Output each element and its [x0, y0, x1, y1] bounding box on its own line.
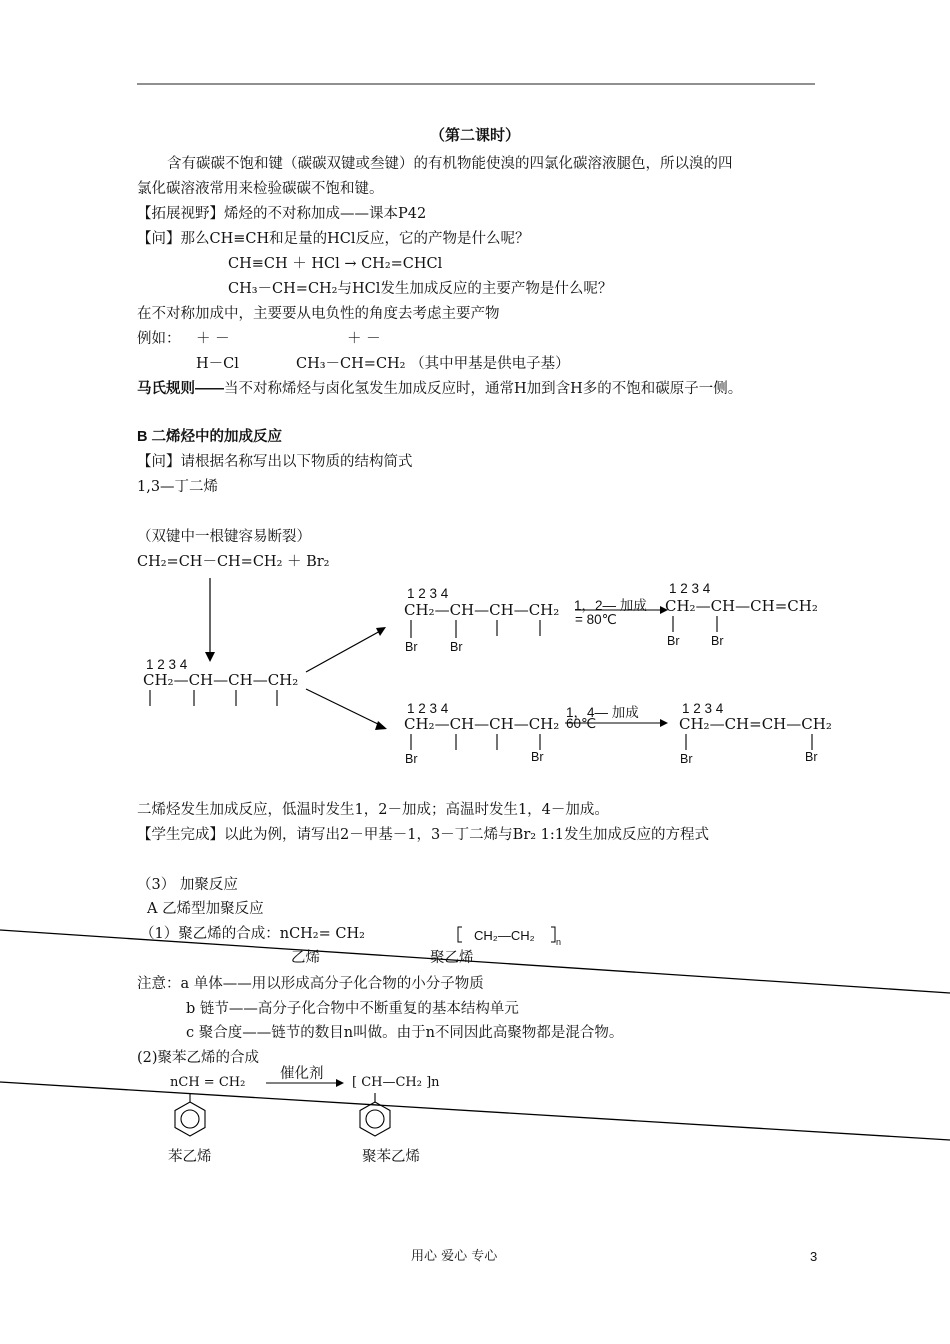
middle-c4: CH₂ — [267, 671, 299, 689]
paragraph-2: 在不对称加成中，主要要从电负性的角度去考虑主要产物 — [137, 306, 500, 322]
lower-left-position-labels: 1 2 3 4 — [407, 701, 449, 716]
middle-c1: CH₂ — [143, 671, 174, 689]
middle-c2: CH — [188, 671, 214, 689]
middle-bonds — [150, 690, 277, 706]
upper-right-chain: CH₂—CH—CH=CH₂ — [665, 597, 818, 615]
note-degree: c 聚合度——链节的数目n叫做。由于n不同因此高聚物都是混合物。 — [186, 1025, 624, 1041]
ul-c1: CH₂ — [404, 601, 435, 619]
footer-motto: 用心 爱心 专心 — [411, 1249, 498, 1264]
lr-br-4: Br — [805, 750, 818, 764]
paragraph-1-line-1: 含有碳碳不饱和键（碳碳双键或叁键）的有机物能使溴的四氯化碳溶液腿色，所以溴的四 — [167, 156, 733, 172]
upper-left-position-labels: 1 2 3 4 — [407, 586, 449, 601]
styrene-ring-icon — [175, 1093, 205, 1136]
markovnikov-rule — [137, 380, 742, 398]
polystyrene-label: 聚苯乙烯 — [362, 1149, 420, 1165]
lower-left-bonds — [411, 734, 540, 750]
ll-c2: CH — [449, 715, 475, 733]
ul-br-1: Br — [405, 640, 418, 654]
lr-c4: CH₂ — [801, 715, 832, 733]
polystyrene-repeat-unit: [ CH—CH₂ ]n — [352, 1075, 440, 1090]
styrene-label: 苯乙烯 — [168, 1149, 212, 1165]
section-b-heading: B 二烯烃中的加成反应 — [137, 429, 282, 445]
ur-c2: CH — [710, 597, 736, 615]
ll-br-4: Br — [531, 750, 544, 764]
ll-br-1: Br — [405, 752, 418, 766]
note-monomer: 注意：a 单体——用以形成高分子化合物的小分子物质 — [137, 976, 484, 992]
middle-chain: CH₂—CH—CH—CH₂ — [143, 671, 299, 689]
butadiene-name: 1,3—丁二烯 — [137, 479, 219, 495]
condition-12-addition: 1，2— 加成 — [574, 598, 647, 613]
note-chain-unit: b 链节——高分子化合物中不断重复的基本结构单元 — [186, 1001, 519, 1017]
equation-propene-question: CH₃－CH=CH₂与HCl发生加成反应的主要产物是什么呢？ — [228, 281, 613, 297]
polyethylene-repeat-unit: CH₂—CH₂ — [474, 928, 535, 943]
example-signs-hcl: ＋ － — [196, 331, 230, 347]
branch-arrow-down — [306, 689, 382, 726]
ur-c4: CH₂ — [787, 597, 818, 615]
ul-c3: CH — [489, 601, 514, 619]
polyethylene-label: 聚乙烯 — [430, 950, 474, 966]
polyethylene-n: n — [556, 937, 562, 947]
ur-c1: CH₂ — [665, 597, 696, 615]
section-3-heading: （3） 加聚反应 — [137, 877, 238, 893]
diene-summary: 二烯烃发生加成反应，低温时发生1，2－加成；高温时发生1，4－加成。 — [137, 802, 609, 818]
ul-c2: CH — [449, 601, 475, 619]
paragraph-1-line-2: 氯化碳溶液常用来检验碳碳不饱和键。 — [137, 181, 384, 197]
example-label: 例如： — [137, 331, 181, 347]
section-a-heading: A 乙烯型加聚反应 — [147, 901, 264, 917]
lesson-title: （第二课时） — [430, 127, 521, 144]
styrene-monomer: nCH = CH₂ — [170, 1075, 246, 1090]
upper-left-bonds — [411, 620, 540, 638]
polyethylene-synthesis: （1）聚乙烯的合成：nCH₂= CH₂ — [140, 926, 365, 942]
middle-c3: CH — [228, 671, 253, 689]
middle-position-labels: 1 2 3 4 — [146, 657, 188, 672]
ll-c1: CH₂ — [404, 715, 435, 733]
propene-formula: CH₃－CH=CH₂ （其中甲基是供电子基） — [296, 356, 570, 372]
ur-br-2: Br — [711, 634, 724, 648]
equation-acetylene: CH≡CH ＋ HCl → CH₂=CHCl — [228, 256, 443, 272]
upper-right-bonds — [673, 616, 717, 632]
page-number: 3 — [810, 1249, 818, 1264]
upper-right-position-labels: 1 2 3 4 — [669, 581, 711, 596]
question-1: 【问】那么CH≡CH和足量的HCl反应，它的产物是什么呢？ — [137, 231, 530, 247]
lower-right-bonds — [686, 734, 812, 750]
ll-c3: CH — [489, 715, 514, 733]
lower-left-chain: CH₂—CH—CH—CH₂ — [404, 715, 560, 733]
diene-equation: CH₂=CH－CH=CH₂ ＋ Br₂ — [137, 554, 330, 570]
slash-line-bottom — [0, 1082, 950, 1140]
ur-br-1: Br — [667, 634, 680, 648]
note-double-bond: （双键中一根键容易断裂） — [137, 529, 311, 545]
student-exercise: 【学生完成】以此为例，请写出2－甲基－1，3－丁二烯与Br₂ 1:1发生加成反应的方程式 — [137, 827, 710, 843]
question-2: 【问】请根据名称写出以下物质的结构简式 — [137, 454, 413, 470]
lr-br-1: Br — [680, 752, 693, 766]
polystyrene-heading: (2)聚苯乙烯的合成 — [137, 1050, 260, 1066]
condition-80c: = 80℃ — [575, 612, 617, 627]
ll-c4: CH₂ — [528, 715, 560, 733]
markovnikov-label: 马氏规则—— — [137, 381, 224, 397]
down-arrow-head — [205, 652, 215, 662]
polystyrene-ring-icon — [360, 1093, 390, 1136]
ul-c4: CH₂ — [528, 601, 560, 619]
condition-14-addition: 1，4— 加成 — [566, 705, 639, 720]
ul-br-2: Br — [450, 640, 463, 654]
catalyst-label: 催化剂 — [280, 1066, 324, 1082]
lower-right-position-labels: 1 2 3 4 — [682, 701, 724, 716]
lower-right-chain: CH₂—CH=CH—CH₂ — [679, 715, 832, 733]
ethylene-label: 乙烯 — [291, 950, 320, 966]
lr-c1: CH₂ — [679, 715, 710, 733]
markovnikov-text: 当不对称烯烃与卤化氢发生加成反应时，通常H加到含H多的不饱和碳原子一侧。 — [224, 381, 743, 397]
condition-60c: 60℃ — [566, 716, 597, 731]
expand-heading: 【拓展视野】烯烃的不对称加成——课本P42 — [137, 206, 427, 222]
example-signs-propene: ＋ － — [347, 331, 381, 347]
branch-arrow-up — [306, 630, 382, 672]
upper-left-chain: CH₂—CH—CH—CH₂ — [404, 601, 560, 619]
hcl-formula: H－Cl — [196, 356, 239, 372]
